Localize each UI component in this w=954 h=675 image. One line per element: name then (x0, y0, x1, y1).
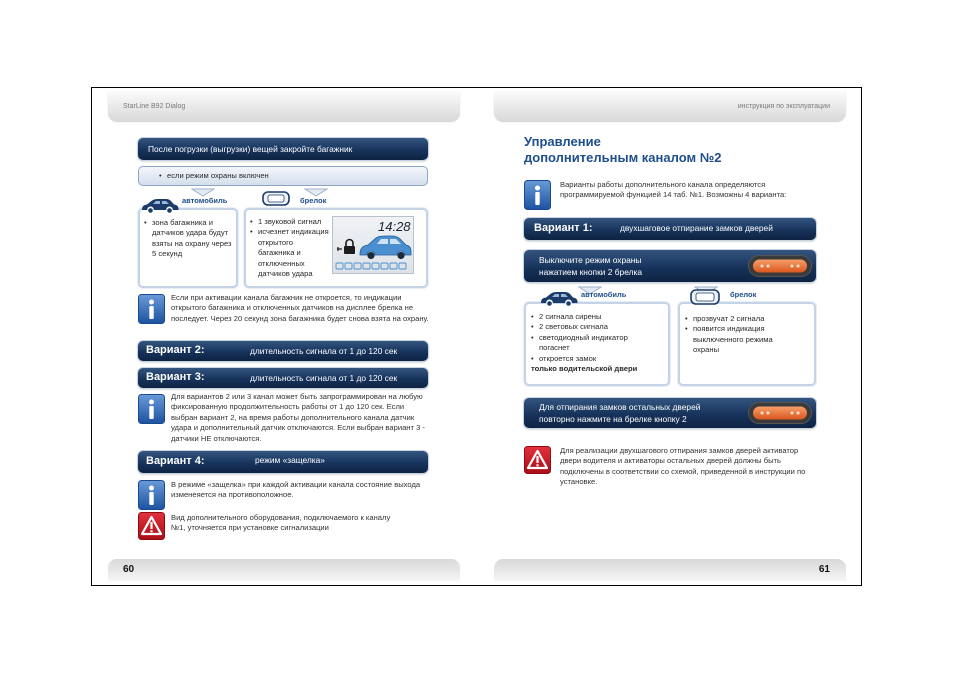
info-icon (138, 394, 165, 424)
page-number-left: 60 (123, 564, 135, 575)
list-item: • исчезнет индикация открытого багажника и отключенных датчиков удара (250, 227, 330, 279)
fob-lcd-display (332, 216, 414, 274)
condition-text: • если режим охраны включен (159, 171, 269, 181)
list-item: • зона багажника и датчиков удара будут взяты на охрану через 5 секунд (144, 218, 232, 260)
fob-result-list (250, 217, 330, 279)
variant-1-label: Вариант 1: (534, 222, 593, 234)
car-icon (140, 197, 180, 215)
fob-button-icon (748, 255, 812, 277)
car-icon (539, 290, 579, 308)
fob-icon (262, 191, 290, 206)
right-page-footer (494, 559, 846, 581)
trunk-banner-text: После погрузки (выгрузки) вещей закройте багажник (148, 144, 353, 154)
list-item: • прозвучат 2 сигнала (685, 314, 785, 324)
list-item-emphasis: только водительской двери (531, 364, 638, 374)
equipment-warning-text: Вид дополнительного оборудования, подключаемого к каналу №1, уточняется при установке сигнализации (171, 513, 391, 533)
warning-icon (138, 512, 165, 540)
variants-info-text: Для вариантов 2 или 3 канал может быть запрограммирован на любую фиксированную продолжительность работы от 1 до 120 сек. Если выбран вариант 2, на время работы дополнительного канала датчик удара и дополнительный датчик отключаются. Если выбран вариант 3 - датчики НЕ отключаются. (171, 392, 425, 443)
variant-4-label: Вариант 4: (146, 455, 205, 467)
channel-info-text: Варианты работы дополнительного канала определяются программируемой функцией 14 таб. №1. Возможны 4 варианта: (560, 180, 787, 200)
page-number-right: 61 (818, 564, 830, 575)
right-page-header (494, 91, 846, 121)
variant-4-bar (138, 451, 428, 473)
list-item: • 2 сигнала сирены (531, 312, 665, 322)
car-result-list (144, 218, 232, 260)
car-label: автомобиль (581, 290, 627, 299)
left-page-header (108, 91, 460, 121)
step-2-text: Для отпирания замков остальных дверей повторно нажмите на брелке кнопку 2 (539, 402, 701, 424)
list-item: • откроется замок (531, 354, 665, 364)
fob-icon (690, 289, 720, 305)
left-page-footer (108, 559, 460, 581)
variant-1-bar (524, 218, 816, 240)
info-icon (138, 480, 165, 510)
fob-result-box (678, 302, 816, 386)
car-result-list (531, 312, 665, 374)
car-result-box (524, 302, 670, 386)
door-locks-warning-text: Для реализации двухшагового отпирания замков дверей активатор двери водителя и активаторы остальных дверей должны быть подключены в соответствии со схемой, приведенной в инструкции по установке. (560, 446, 806, 487)
list-item: • 1 звуковой сигнал (250, 217, 330, 227)
fob-result-list (685, 314, 785, 356)
trunk-banner (138, 138, 428, 160)
trunk-info-text: Если при активации канала багажник не откроется, то индикации открытого багажника и отключенных датчиков на дисплее брелка не последует. Через 20 секунд зона багажника будет снова взята на охрану. (171, 293, 429, 323)
fob-button-icon (748, 402, 812, 424)
variant-2-desc: длительность сигнала от 1 до 120 сек (250, 346, 398, 356)
car-result-box (138, 208, 238, 288)
step-2-bar (524, 398, 816, 428)
step-1-text: Выключите режим охраны нажатием кнопки 2 брелка (539, 255, 642, 277)
warning-icon (524, 446, 551, 474)
car-label: автомобиль (182, 196, 228, 205)
list-item: • светодиодный индикатор погаснет (531, 333, 629, 354)
info-icon (138, 294, 165, 324)
list-item: • появится индикация выключенного режима охраны (685, 324, 785, 355)
variant-3-desc: длительность сигнала от 1 до 120 сек (250, 373, 398, 383)
variant-4-desc: режим «защелка» (255, 455, 325, 465)
fob-result-box (244, 208, 428, 288)
right-header-title: инструкция по эксплуатации (737, 103, 830, 110)
variant-3-bar (138, 368, 428, 388)
variant-1-desc: двухшаговое отпирание замков дверей (620, 223, 773, 233)
variant-2-bar (138, 341, 428, 361)
latch-info-text: В режиме «защелка» при каждой активации канала состояние выхода изменеяется на противоположное. (171, 480, 421, 500)
step-1-bar (524, 250, 816, 282)
lcd-time: 14:28 (378, 219, 411, 234)
fob-label: брелок (730, 290, 757, 299)
list-item: • 2 световых сигнала (531, 322, 665, 332)
variant-3-label: Вариант 3: (146, 371, 205, 383)
variant-2-label: Вариант 2: (146, 344, 205, 356)
condition-pill (138, 166, 428, 186)
page-title-line-2: дополнительным каналом №2 (524, 150, 722, 165)
info-icon (524, 180, 551, 210)
condition-list (159, 171, 269, 181)
left-header-title: StarLine B92 Dialog (123, 103, 186, 110)
page-title-line-1: Управление (524, 134, 601, 149)
fob-label: брелок (300, 196, 327, 205)
